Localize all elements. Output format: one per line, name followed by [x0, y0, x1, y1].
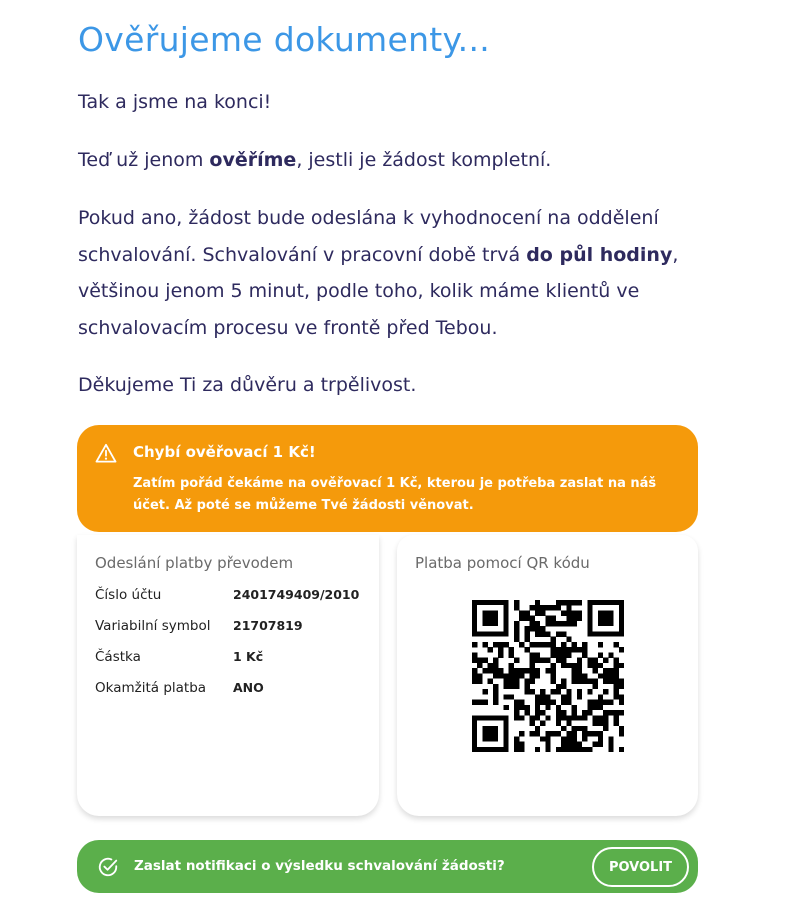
alert-title: Chybí ověřovací 1 Kč! — [133, 443, 316, 461]
variable-symbol-row — [95, 618, 303, 634]
row-value: ANO — [233, 680, 264, 695]
amount-row — [95, 649, 263, 665]
notification-banner — [77, 840, 698, 893]
intro-text-thanks: Děkujeme Ti za důvěru a trpělivost. — [78, 374, 417, 396]
text-span: , většinou jenom 5 minut, podle toho, kolik máme klientů ve schvalovacím procesu ve frontě před Tebou. — [78, 243, 679, 339]
row-value: 1 Kč — [233, 649, 264, 664]
instant-payment-row — [95, 680, 264, 696]
row-label: Variabilní symbol — [95, 618, 211, 634]
text-bold: do půl hodiny — [526, 243, 673, 266]
row-value: 21707819 — [233, 618, 303, 633]
row-label: Okamžitá platba — [95, 680, 207, 696]
row-value: 2401749409/2010 — [233, 587, 360, 602]
intro-text-approval — [78, 200, 718, 346]
page-title: Ověřujeme dokumenty... — [78, 20, 491, 59]
bank-transfer-card — [77, 535, 379, 816]
check-circle-icon — [97, 856, 119, 878]
text-span: Teď už jenom — [78, 149, 210, 171]
account-number-row — [95, 587, 359, 603]
bank-transfer-title: Odeslání platby převodem — [95, 554, 294, 572]
warning-triangle-icon — [95, 443, 117, 463]
qr-payment-card — [397, 535, 698, 816]
qr-code-image — [472, 600, 624, 752]
missing-payment-alert — [77, 425, 698, 532]
notification-text: Zaslat notifikaci o výsledku schvalování žádosti? — [134, 858, 505, 874]
text-span: , jestli je žádost kompletní. — [296, 149, 552, 171]
qr-payment-title: Platba pomocí QR kódu — [415, 554, 590, 572]
row-label: Číslo účtu — [95, 587, 162, 603]
text-bold: ověříme — [209, 149, 297, 171]
text-span: Pokud ano, žádost bude odeslána k vyhodnocení na oddělení schvalování. Schvalování v pracovní době trvá — [78, 207, 659, 266]
allow-notification-button[interactable]: POVOLIT — [592, 847, 689, 887]
intro-text-verify — [78, 142, 718, 179]
row-label: Částka — [95, 649, 141, 665]
intro-text-end: Tak a jsme na konci! — [78, 91, 272, 113]
alert-text: Zatím pořád čekáme na ověřovací 1 Kč, kterou je potřeba zaslat na náš účet. Až poté se můžeme Tvé žádosti věnovat. — [133, 476, 657, 513]
